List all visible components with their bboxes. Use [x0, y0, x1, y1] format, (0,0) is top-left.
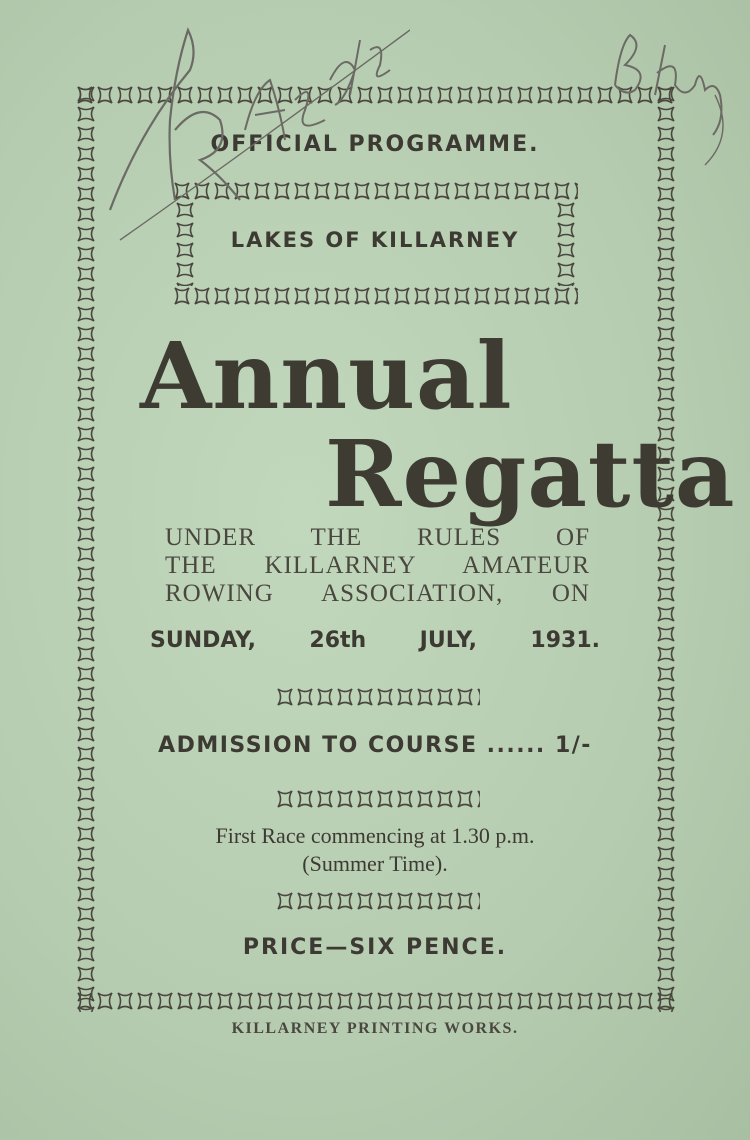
programme-header: OFFICIAL PROGRAMME. — [210, 132, 540, 157]
race-schedule — [0, 822, 750, 878]
rules-line-1: UNDER THE RULES OF — [165, 524, 590, 551]
title-regatta: Regatta — [325, 420, 736, 528]
title-annual: Annual — [140, 322, 513, 430]
admission-price: ADMISSION TO COURSE ...... 1/- — [158, 733, 592, 758]
ornament-divider-2 — [275, 788, 480, 810]
border-bottom — [75, 990, 675, 1012]
rules-line-3: ROWING ASSOCIATION, ON — [165, 580, 590, 607]
rules-statement — [165, 524, 590, 608]
handwritten-note-left — [80, 10, 410, 270]
event-date: SUNDAY, 26th JULY, 1931. — [150, 628, 600, 653]
summer-time-note: (Summer Time). — [302, 851, 448, 876]
first-race-time: First Race commencing at 1.30 p.m. — [215, 823, 535, 848]
programme-price: PRICE—SIX PENCE. — [242, 935, 508, 960]
printer-credit: KILLARNEY PRINTING WORKS. — [231, 1020, 519, 1037]
ornament-divider-1 — [275, 686, 480, 708]
rules-line-2: THE KILLARNEY AMATEUR — [165, 552, 590, 579]
inner-border-bottom — [172, 285, 578, 307]
ornament-divider-3 — [275, 890, 480, 912]
location-title: LAKES OF KILLARNEY — [230, 228, 520, 252]
handwritten-note-right — [595, 25, 745, 175]
